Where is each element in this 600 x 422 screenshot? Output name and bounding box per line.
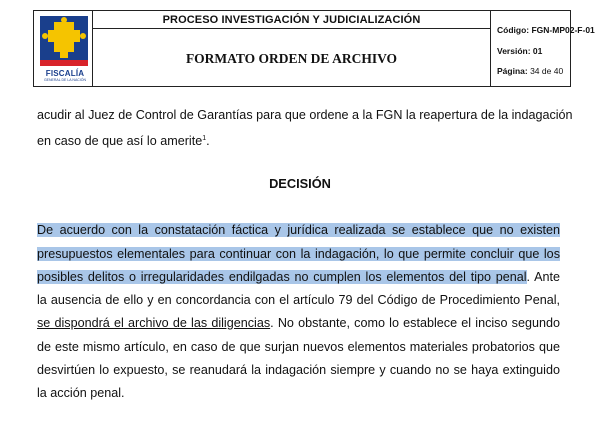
highlighted-text: presupuestos elementales para continuar con la indagación, lo que permite concluir que los xyxy=(37,247,560,261)
decision-line-3-rest: . Ante xyxy=(526,270,560,284)
version-value: 01 xyxy=(532,46,543,56)
page-value: 34 de 40 xyxy=(530,66,564,76)
process-title: PROCESO INVESTIGACIÓN Y JUDICIALIZACIÓN xyxy=(162,14,421,26)
decision-line-1 xyxy=(37,221,560,239)
intro-line-2-end: . xyxy=(206,134,210,148)
decision-line-2 xyxy=(37,245,560,263)
code-label: Código: xyxy=(497,25,530,35)
version-line xyxy=(497,46,542,56)
logo-subtitle: GENERAL DE LA NACIÓN xyxy=(43,78,87,82)
fiscalia-logo xyxy=(40,16,88,82)
decision-line-5-rest: . No obstante, como lo establece el inciso segundo xyxy=(270,316,560,330)
page-label: Página: xyxy=(497,66,528,76)
logo-label: FISCALÍA xyxy=(45,69,85,78)
code-line xyxy=(497,25,595,35)
document-header xyxy=(33,10,595,87)
process-title-cell xyxy=(92,10,491,29)
intro-line-2-text: en caso de que así lo amerite xyxy=(37,134,203,148)
form-title-cell xyxy=(92,28,491,87)
decision-line-4: la ausencia de ello y en concordancia con el artículo 79 del Código de Procedimiento Penal, xyxy=(37,293,560,307)
puzzle-emblem-icon xyxy=(40,16,88,66)
intro-line-1: acudir al Juez de Control de Garantías para que ordene a la FGN la reapertura de la indagación xyxy=(37,108,573,122)
decision-line-5 xyxy=(37,314,560,332)
footnote-ref: 1 xyxy=(202,135,207,142)
version-label: Versión: xyxy=(497,46,531,56)
code-value: FGN-MP02-F-01 xyxy=(531,25,595,35)
decision-line-6: de este mismo artículo, en caso de que surjan nuevos elementos materiales probatorios que xyxy=(37,340,560,354)
page-line xyxy=(497,66,563,76)
form-title: FORMATO ORDEN DE ARCHIVO xyxy=(185,51,398,66)
decision-line-3 xyxy=(37,268,560,286)
highlighted-text: posibles delitos o irregularidades endilgadas no cumplen los elementos del tipo penal xyxy=(37,270,527,284)
decision-line-7: desvirtúen lo expuesto, se reanudará la indagación siempre y cuando no se haya extinguido xyxy=(37,363,560,377)
highlighted-text: De acuerdo con la constatación fáctica y jurídica realizada se establece que no existen xyxy=(37,223,560,237)
section-heading: DECISIÓN xyxy=(269,176,331,191)
logo-cell xyxy=(33,10,93,87)
decision-line-8: la acción penal. xyxy=(37,386,125,400)
underlined-text: se dispondrá el archivo de las diligencias xyxy=(37,316,271,330)
intro-line-2 xyxy=(37,130,210,148)
document-meta-cell xyxy=(490,10,595,87)
